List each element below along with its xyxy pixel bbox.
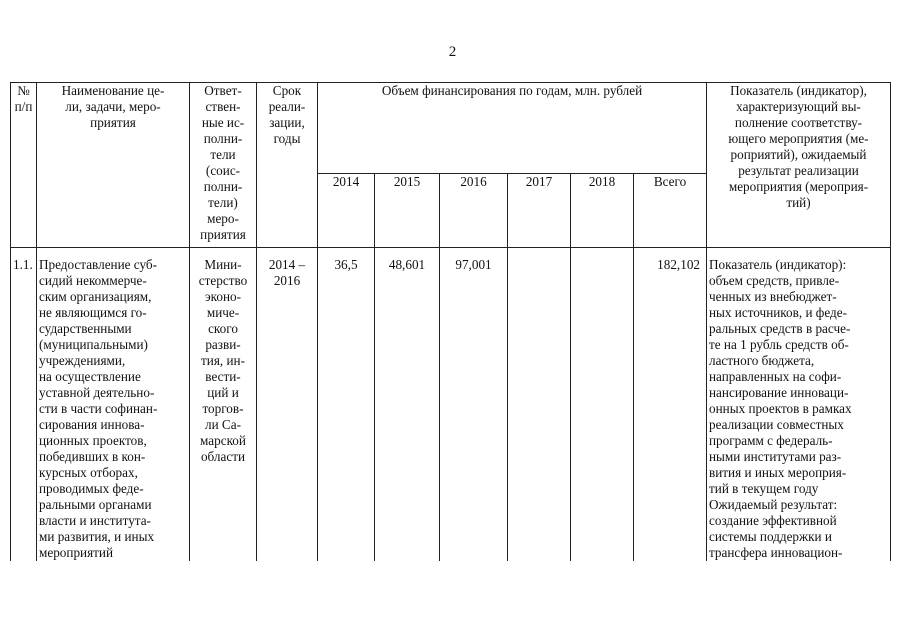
year-2018: 2018 [571, 174, 634, 248]
header-num: № п/п [11, 83, 37, 248]
row-term: 2014 – 2016 [257, 248, 318, 562]
value-2015: 48,601 [375, 248, 440, 562]
value-2014: 36,5 [318, 248, 375, 562]
value-2018 [571, 248, 634, 562]
program-table [10, 82, 891, 561]
year-2015: 2015 [375, 174, 440, 248]
header-responsible: Ответ- ствен- ные ис- полни- тели (соис- полни- тели) меро- приятия [190, 83, 257, 248]
value-total: 182,102 [634, 248, 707, 562]
row-responsible: Мини- стерство эконо- миче- ского разви- тия, ин- вести- ций и торгов- ли Са- марской области [190, 248, 257, 562]
value-2016: 97,001 [440, 248, 508, 562]
year-2014: 2014 [318, 174, 375, 248]
page-number: 2 [448, 44, 457, 60]
year-2016: 2016 [440, 174, 508, 248]
header-row [11, 83, 891, 174]
row-indicator: Показатель (индикатор): объем средств, привле- ченных из внебюджет- ных источников, и феде- ральных средств в расче- те на 1 рубль средств об- ластного бюджета, направленных на софи- нансирование инноваци- онных проектов в рамках реализации совместных программ с федераль- ными институтами раз- вития и иных мероприя- тий в текущем году Ожидаемый результат: создание эффективной системы поддержки и трансфера инновацион- [707, 248, 891, 562]
header-name: Наименование це- ли, задачи, меро- приятия [37, 83, 190, 248]
header-term: Срок реали- зации, годы [257, 83, 318, 248]
year-total: Всего [634, 174, 707, 248]
row-num: 1.1. [11, 248, 37, 562]
table-row [11, 248, 891, 562]
value-2017 [508, 248, 571, 562]
year-2017: 2017 [508, 174, 571, 248]
header-funding: Объем финансирования по годам, млн. рублей [318, 83, 707, 174]
header-indicator: Показатель (индикатор), характеризующий вы- полнение соответству- ющего мероприятия (ме- роприятий), ожидаемый результат реализации мероприятия (мероприя- тий) [707, 83, 891, 248]
row-name: Предоставление суб- сидий некоммерче- ским организациям, не являющимся го- сударственными (муниципальными) учреждениями, на осуществление уставной деятельно- сти в части софинан- сирования иннова- ционных проектов, победивших в кон- курсных отборах, проводимых феде- ральными органами власти и института- ми развития, и иных мероприятий [37, 248, 190, 562]
